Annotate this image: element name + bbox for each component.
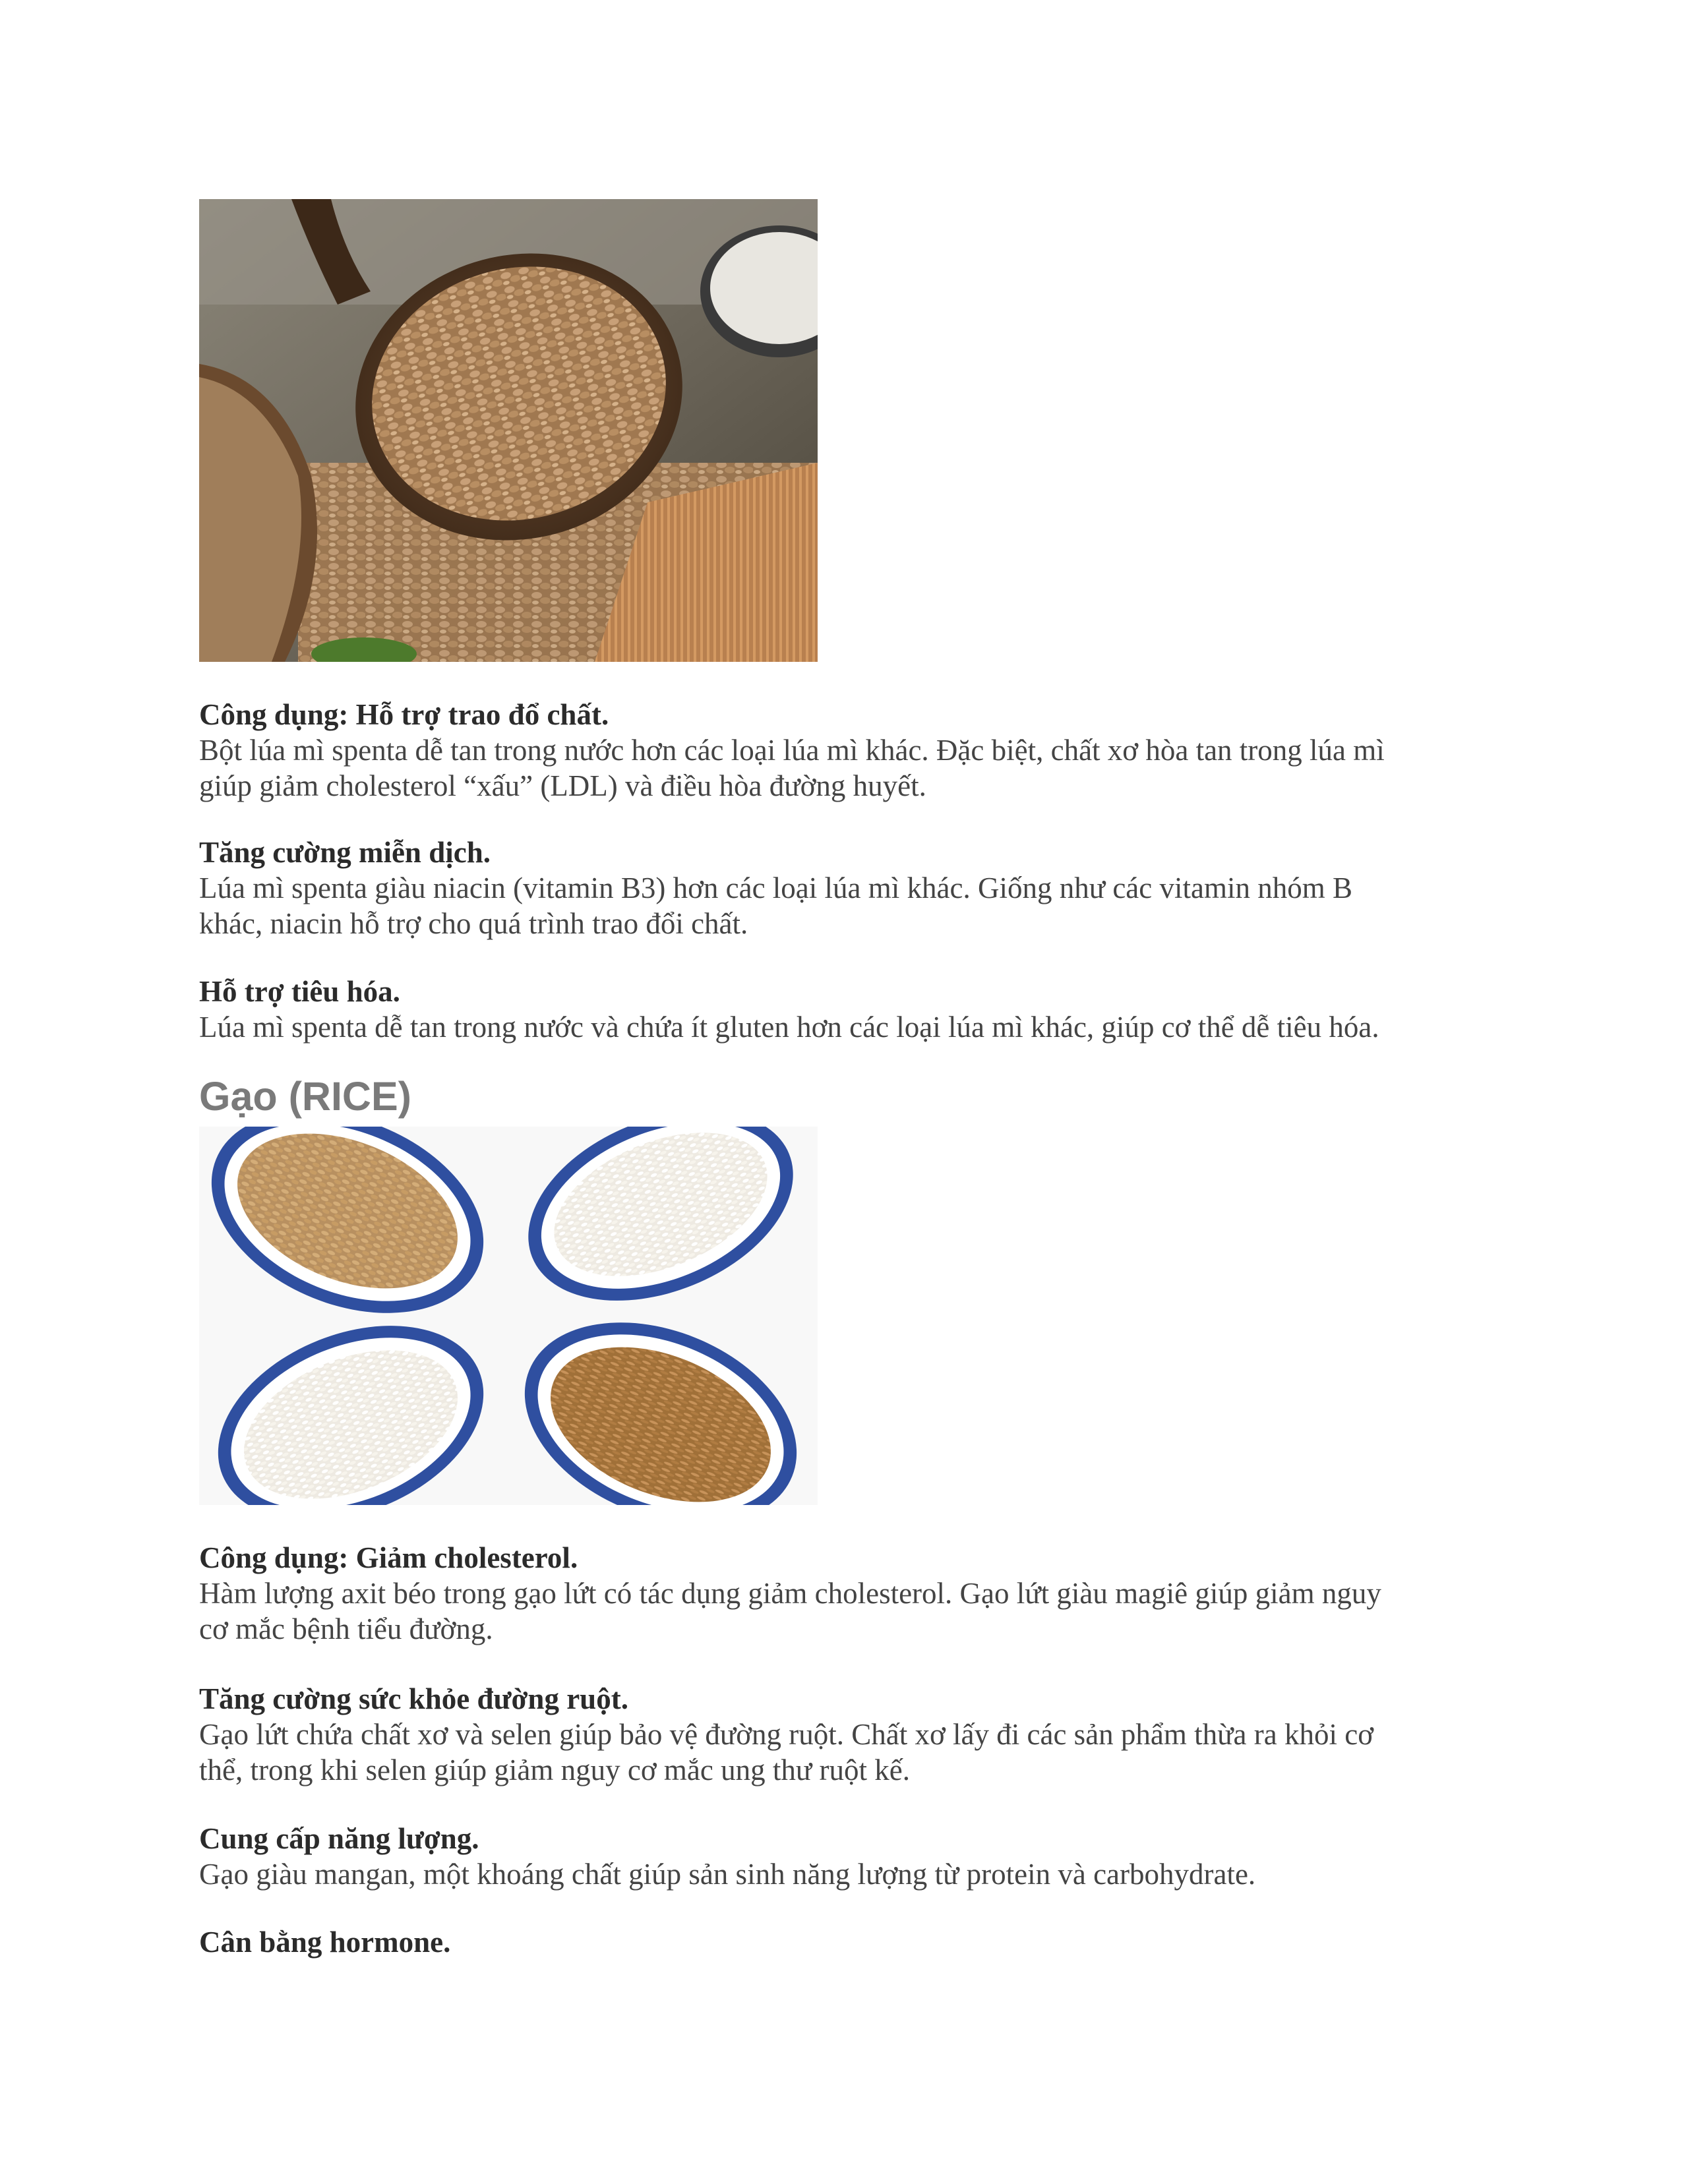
paragraph-line: giúp giảm cholesterol “xấu” (LDL) và điều hòa đường huyết.: [199, 769, 926, 802]
paragraph-line: Hàm lượng axit béo trong gạo lứt có tác dụng giảm cholesterol. Gạo lứt giàu magiê giúp giảm nguy: [199, 1577, 1381, 1610]
section-heading: Công dụng: Hỗ trợ trao đổ chất.: [199, 698, 609, 731]
paragraph-line: Bột lúa mì spenta dễ tan trong nước hơn các loại lúa mì khác. Đặc biệt, chất xơ hòa tan trong lúa mì: [199, 734, 1385, 767]
paragraph-line: Lúa mì spenta giàu niacin (vitamin B3) hơn các loại lúa mì khác. Giống như các vitamin nhóm B: [199, 871, 1353, 904]
paragraph-line: khác, niacin hỗ trợ cho quá trình trao đổi chất.: [199, 907, 748, 940]
section-heading: Công dụng: Giảm cholesterol.: [199, 1541, 578, 1574]
paragraph-line: cơ mắc bệnh tiểu đường.: [199, 1612, 493, 1645]
spelt-section-3: [199, 974, 1492, 1045]
paragraph-line: Gạo lứt chứa chất xơ và selen giúp bảo vệ đường ruột. Chất xơ lấy đi các sản phẩm thừa ra khỏi cơ: [199, 1718, 1373, 1751]
section-heading: Tăng cường sức khỏe đường ruột.: [199, 1682, 628, 1715]
section-heading: Cung cấp năng lượng.: [199, 1822, 479, 1855]
rice-section-4: [199, 1924, 1492, 1960]
rice-section-1: [199, 1540, 1492, 1647]
section-heading: Cân bằng hormone.: [199, 1926, 451, 1959]
spelt-section-1: [199, 697, 1492, 804]
paragraph-line: Gạo giàu mangan, một khoáng chất giúp sản sinh năng lượng từ protein và carbohydrate.: [199, 1858, 1256, 1891]
paragraph-line: Lúa mì spenta dễ tan trong nước và chứa ít gluten hơn các loại lúa mì khác, giúp cơ thể dễ tiêu hóa.: [199, 1011, 1379, 1044]
rice-section-2: [199, 1681, 1492, 1788]
paragraph-line: thể, trong khi selen giúp giảm nguy cơ mắc ung thư ruột kế.: [199, 1754, 910, 1786]
section-heading: Tăng cường miễn dịch.: [199, 836, 491, 869]
rice-section-3: [199, 1821, 1492, 1892]
spelt-section-2: [199, 835, 1492, 941]
rice-spoons-photo: [199, 1127, 818, 1505]
spelt-grains-photo: [199, 199, 818, 662]
section-heading: Hỗ trợ tiêu hóa.: [199, 975, 400, 1008]
rice-section-title: Gạo (RICE): [199, 1074, 411, 1119]
